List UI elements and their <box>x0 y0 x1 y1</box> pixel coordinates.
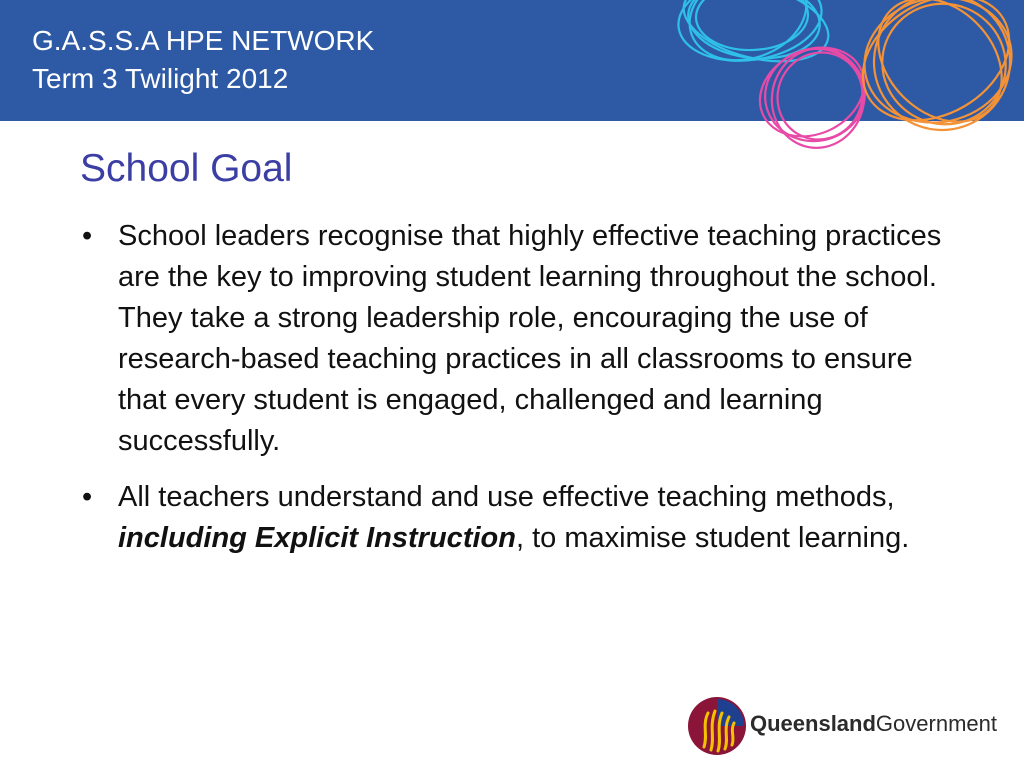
bullet-item <box>82 477 962 559</box>
queensland-government-wordmark <box>750 711 997 737</box>
header-network-title: G.A.S.S.A HPE NETWORK <box>32 25 375 56</box>
queensland-government-logo <box>686 695 997 757</box>
bullet-text: School leaders recognise that highly effective teaching practices are the key to improving student learning throughout the school. They take a strong leadership role, encouraging the use of research-based teaching practices in all classrooms to ensure that every student is engaged, challenged and learning successfully. <box>118 220 942 457</box>
bullet-text-after: , to maximise student learning. <box>515 522 910 554</box>
queensland-crest-icon <box>686 695 748 757</box>
bullet-symbol: • <box>82 220 93 252</box>
decorative-scribbles-icon <box>660 0 1024 160</box>
header-text <box>32 22 374 98</box>
bullet-text-before: All teachers understand and use effective teaching methods, <box>118 481 895 513</box>
slide-title: School Goal <box>80 147 293 190</box>
bullet-emphasis: including Explicit Instruction <box>118 522 516 554</box>
logo-name-regular: Government <box>875 711 997 736</box>
orange-scribble-icon <box>840 0 1024 146</box>
bullet-item <box>82 216 962 462</box>
cyan-scribble-icon <box>673 0 837 76</box>
bullet-symbol: • <box>82 481 93 513</box>
bullet-list <box>82 216 962 574</box>
header-term-subtitle: Term 3 Twilight 2012 <box>32 63 289 94</box>
logo-name-bold: Queensland <box>750 711 876 736</box>
